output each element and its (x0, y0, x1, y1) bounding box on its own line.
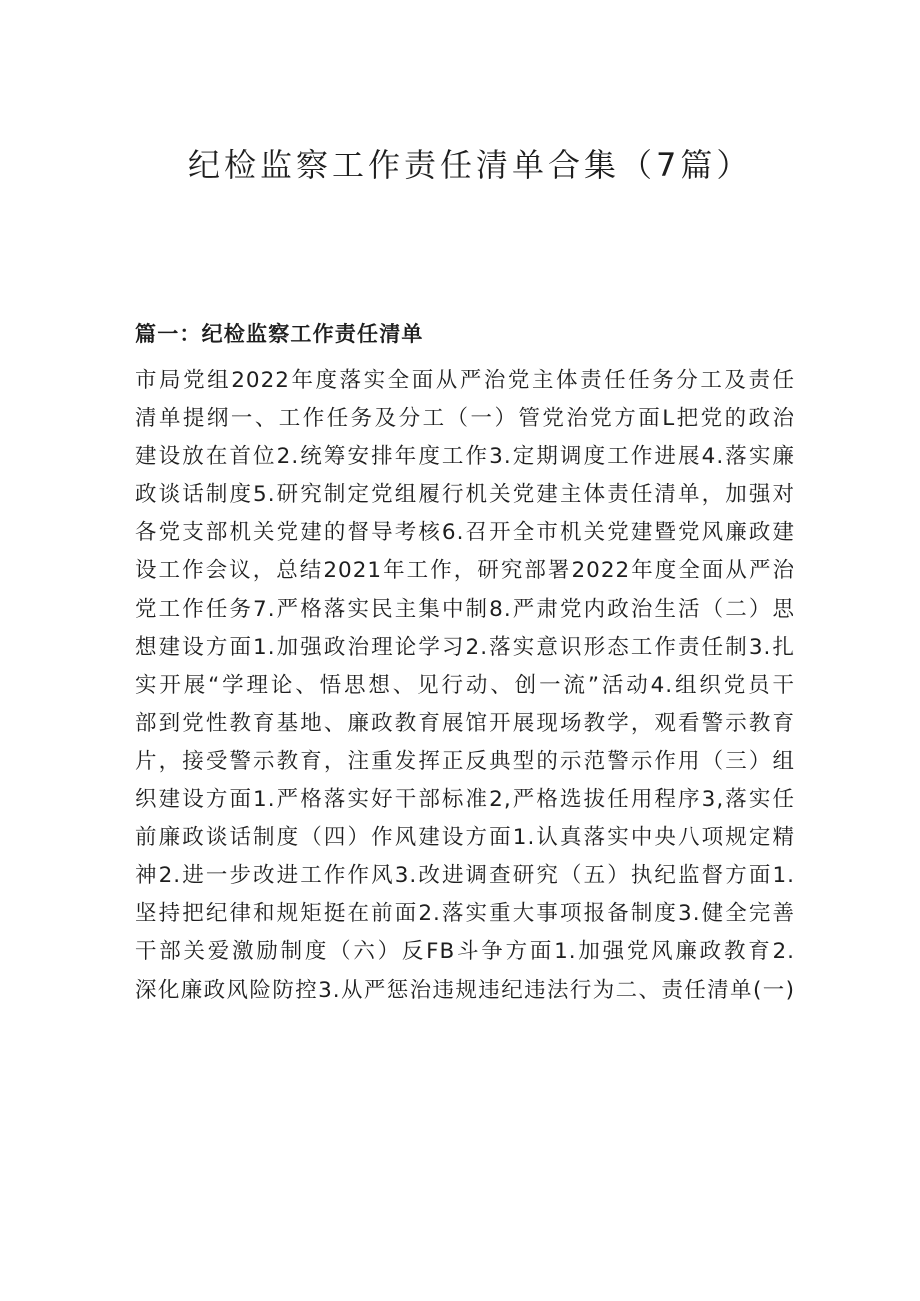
body-line: 政谈话制度5.研究制定党组履行机关党建主体责任清单，加强对 (135, 482, 795, 508)
body-line: 深化廉政风险防控3.从严惩治违规违纪违法行为二、责任清单(一) (135, 977, 795, 1003)
body-line: 坚持把纪律和规矩挺在前面2.落实重大事项报备制度3.健全完善 (135, 901, 795, 927)
body-line: 党工作任务7.严格落实民主集中制8.严肃党内政治生活（二）思 (135, 596, 795, 622)
body-line: 神2.进一步改进工作作风3.改进调查研究（五）执纪监督方面1. (135, 863, 795, 889)
body-line: 实开展“学理论、悟思想、见行动、创一流”活动4.组织党员干 (135, 672, 795, 698)
body-line: 想建设方面1.加强政治理论学习2.落实意识形态工作责任制3.扎 (135, 634, 795, 660)
body-line: 前廉政谈话制度（四）作风建设方面1.认真落实中央八项规定精 (135, 825, 795, 851)
body-line: 片，接受警示教育，注重发挥正反典型的示范警示作用（三）组 (135, 748, 795, 774)
body-line: 织建设方面1.严格落实好干部标准2,严格选拔任用程序3,落实任 (135, 787, 795, 813)
body-line: 各党支部机关党建的督导考核6.召开全市机关党建暨党风廉政建 (135, 520, 795, 546)
body-line: 干部关爱激励制度（六）反FB斗争方面1.加强党风廉政教育2. (135, 939, 795, 965)
body-line: 市局党组2022年度落实全面从严治党主体责任任务分工及责任 (135, 368, 795, 393)
body-line: 部到党性教育基地、廉政教育展馆开展现场教学，观看警示教育 (135, 710, 795, 736)
body-line: 设工作会议，总结2021年工作，研究部署2022年度全面从严治 (135, 558, 795, 584)
body-line: 清单提纲一、工作任务及分工（一）管党治党方面L把党的政治 (135, 406, 795, 432)
document-title: 纪检监察工作责任清单合集（7篇） (188, 146, 753, 184)
body-paragraph (135, 362, 795, 1010)
body-line: 建设放在首位2.统筹安排年度工作3.定期调度工作进展4.落实廉 (135, 444, 795, 470)
section-heading: 篇一：纪检监察工作责任清单 (135, 322, 424, 346)
